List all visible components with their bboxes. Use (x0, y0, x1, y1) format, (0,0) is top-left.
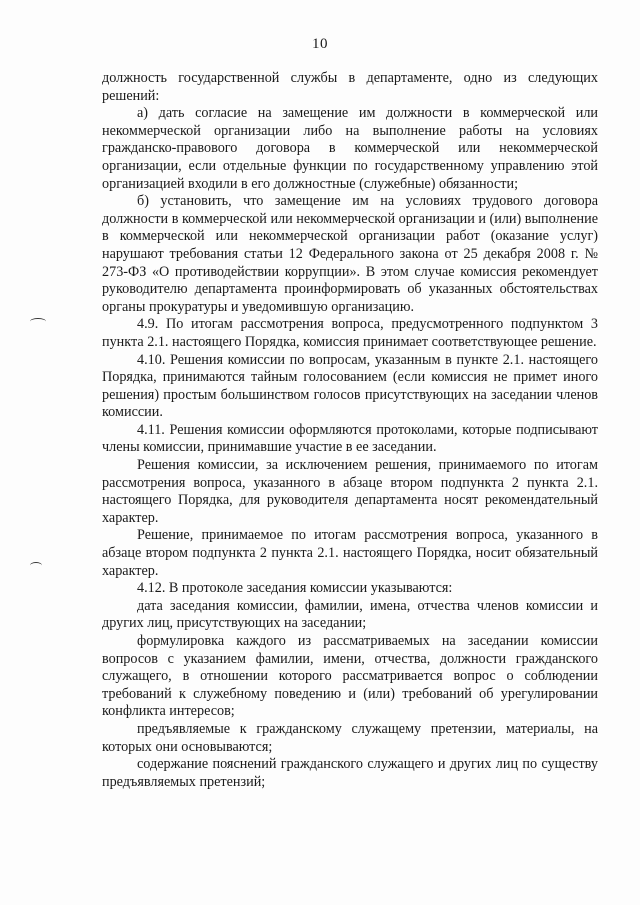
paragraph-explanations: содержание пояснений гражданского служащего и других лиц по существу предъявляемых претензий; (102, 756, 598, 790)
paragraph-4-12: 4.12. В протоколе заседания комиссии указываются: (137, 580, 453, 597)
paragraph-mandatory-decision: Решение, принимаемое по итогам рассмотрения вопроса, указанного в абзаце втором подпункта 2 пункта 2.1. настоящего Порядка, носит обязательный характер. (102, 527, 598, 579)
paragraph-option-a: а) дать согласие на замещение им должности в коммерческой или некоммерческой организации либо на выполнение работы на условиях гражданско-правового договора в коммерческой или некоммерческой организации, если отдельные функции по государственному управлению этой организацией входили в его должностные (служебные) обязанности; (102, 105, 598, 192)
paragraph-4-11: 4.11. Решения комиссии оформляются протоколами, которые подписывают члены комиссии, принимавшие участие в ее заседании. (102, 421, 598, 456)
margin-scan-mark (30, 318, 46, 325)
paragraph-continuation: должность государственной службы в департаменте, одно из следующих решений: (102, 70, 598, 104)
paragraph-recommendations: Решения комиссии, за исключением решения, принимаемого по итогам рассмотрения вопроса, указанного в абзаце втором подпункта 2 пункта 2.1. настоящего Порядка, для руководителя департамента носят рекомендательный характер. (102, 457, 598, 526)
page-number: 10 (312, 36, 328, 52)
paragraph-4-10: 4.10. Решения комиссии по вопросам, указанным в пункте 2.1. настоящего Порядка, принимаются тайным голосованием (если комиссия не примет иного решения) простым большинством голосов присутствующих на заседании членов комиссии. (102, 351, 598, 421)
paragraph-meeting-date: дата заседания комиссии, фамилии, имена, отчества членов комиссии и других лиц, присутствующих на заседании; (102, 597, 598, 632)
document-body (102, 70, 598, 791)
margin-scan-mark (30, 562, 42, 569)
paragraph-4-9: 4.9. По итогам рассмотрения вопроса, предусмотренного подпунктом 3 пункта 2.1. настоящего Порядка, комиссия принимает соответствующее решение. (102, 316, 598, 350)
paragraph-question-wording: формулировка каждого из рассматриваемых на заседании комиссии вопросов с указанием фамилии, имени, отчества, должности гражданского служащего, в отношении которого рассматривается вопрос о соблюдении требований к служебному поведению и (или) требований об урегулировании конфликта интересов; (102, 633, 598, 720)
paragraph-option-b: б) установить, что замещение им на условиях трудового договора должности в коммерческой или некоммерческой организации и (или) выполнение в коммерческой или некоммерческой организации работ (оказание услуг) нарушают требования статьи 12 Федерального закона от 25 декабря 2008 г. № 273-ФЗ «О противодействии коррупции». В этом случае комиссия рекомендует руководителю департамента проинформировать об указанных обстоятельствах органы прокуратуры и уведомившую организацию. (102, 193, 598, 315)
paragraph-claims: предъявляемые к гражданскому служащему претензии, материалы, на которых они основываются; (102, 720, 598, 755)
